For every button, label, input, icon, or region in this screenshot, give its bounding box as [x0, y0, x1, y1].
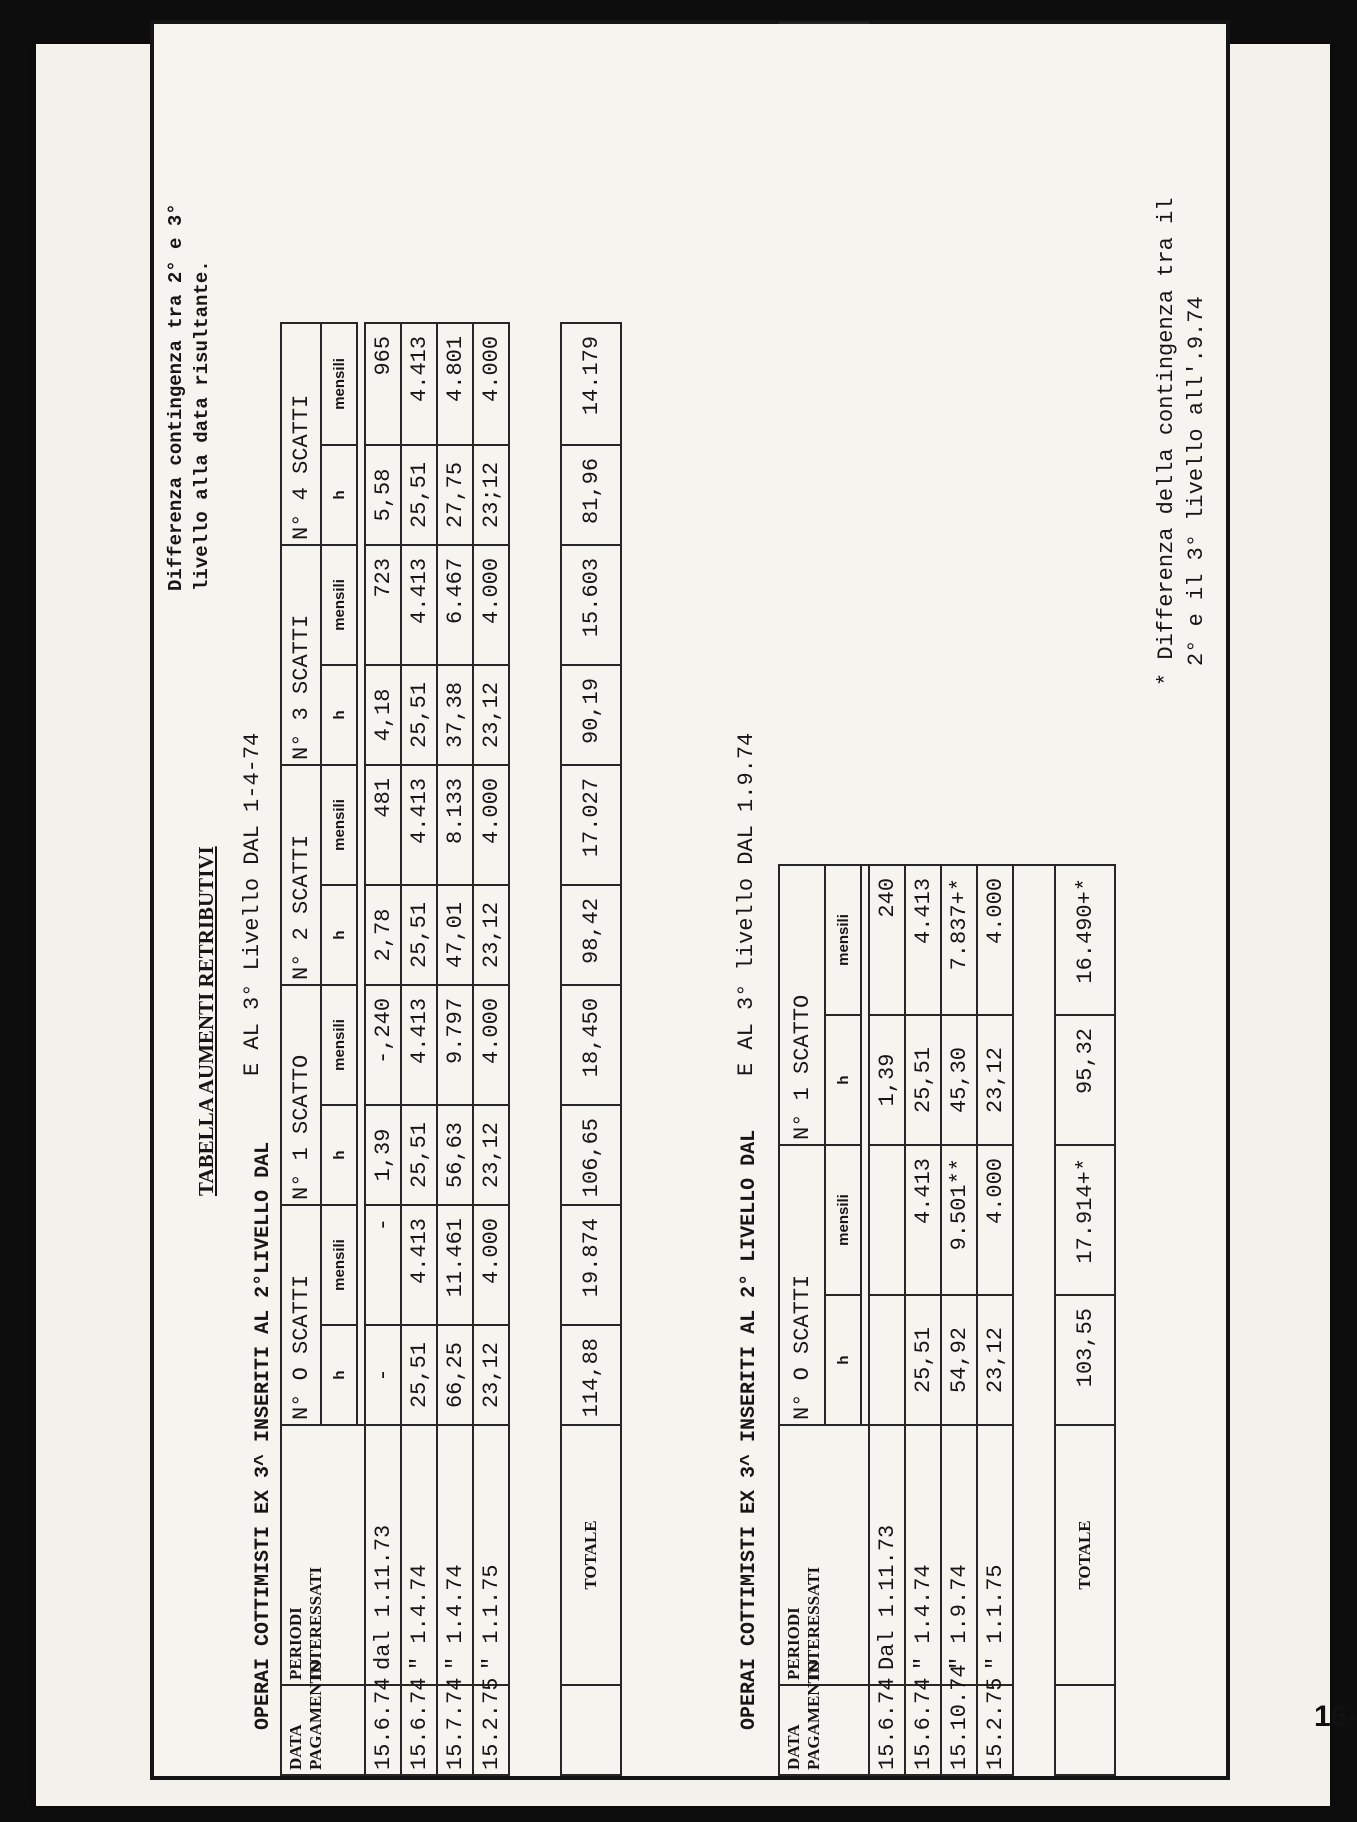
- total-date-cell: [1055, 1685, 1115, 1775]
- monthly-cell: [869, 1145, 905, 1295]
- section1-subheading: E AL 3° Livello DAL 1-4-74: [240, 732, 265, 1076]
- hours-cell: 25,51: [905, 1015, 941, 1145]
- monthly-cell: 4.413: [905, 1145, 941, 1295]
- payment-date-cell: 15.6.74: [365, 1685, 401, 1775]
- monthly-cell: 4.000: [473, 765, 509, 885]
- monthly-cell: 4.801: [437, 323, 473, 445]
- payment-date-cell: 15.6.74: [869, 1685, 905, 1775]
- period-cell: " 1.1.75: [977, 1425, 1013, 1685]
- payment-date-cell: 15.6.74: [401, 1685, 437, 1775]
- hours-cell: 25,51: [905, 1295, 941, 1425]
- hours-cell: 23;12: [473, 445, 509, 545]
- total-cell: 106,65: [561, 1105, 621, 1205]
- table-row: [977, 23, 1013, 1775]
- section2-heading: OPERAI COTTIMISTI EX 3^ INSERITI AL 2° LIVELLO DAL: [738, 1129, 761, 1730]
- hours-cell: 23,12: [977, 1015, 1013, 1145]
- col-mensili: mensili: [321, 323, 357, 445]
- total-cell: 19.874: [561, 1205, 621, 1325]
- table-row: [365, 24, 401, 1775]
- group-header-4-scatti: N° 4 SCATTI: [281, 323, 321, 545]
- col-mensili: mensili: [321, 985, 357, 1105]
- monthly-cell: 240: [869, 865, 905, 1015]
- hours-cell: 27,75: [437, 445, 473, 545]
- monthly-cell: 965: [365, 323, 401, 445]
- col-h: h: [321, 1325, 357, 1425]
- hours-cell: 2,78: [365, 885, 401, 985]
- total-cell: 98,42: [561, 885, 621, 985]
- period-header: [281, 1425, 365, 1685]
- period-cell: " 1.1.75: [473, 1425, 509, 1685]
- payment-date-cell: 15.6.74: [905, 1685, 941, 1775]
- payment-date-cell: 15.10.74: [941, 1685, 977, 1775]
- section2-table: [778, 22, 1116, 1776]
- hours-cell: 56,63: [437, 1105, 473, 1205]
- hours-cell: 23,12: [473, 885, 509, 985]
- hours-cell: 25,51: [401, 665, 437, 765]
- period-cell: " 1.4.74: [905, 1425, 941, 1685]
- monthly-cell: 723: [365, 545, 401, 665]
- date-header-text: DATA PAGAMENTO: [286, 1659, 325, 1770]
- table-row: [401, 24, 437, 1775]
- total-cell: 15.603: [561, 545, 621, 665]
- hours-cell: 23,12: [473, 1105, 509, 1205]
- group-header-0-scatti: N° O SCATTI: [281, 1205, 321, 1425]
- top-note-line1: Differenza contingenza tra 2° e 3°: [165, 203, 187, 591]
- monthly-cell: 4.413: [401, 323, 437, 445]
- rotated-document: [150, 20, 1230, 1780]
- hours-cell: 23,12: [977, 1295, 1013, 1425]
- monthly-cell: 4.000: [473, 985, 509, 1105]
- document-title: TABELLA AUMENTI RETRIBUTIVI: [194, 846, 218, 1196]
- total-cell: 95,32: [1055, 1015, 1115, 1145]
- col-h: h: [825, 1295, 861, 1425]
- total-cell: 103,55: [1055, 1295, 1115, 1425]
- hours-cell: -: [365, 1325, 401, 1425]
- hours-cell: 25,51: [401, 445, 437, 545]
- date-header: [281, 1659, 365, 1775]
- date-header-text: DATA PAGAMENTO: [784, 1659, 823, 1770]
- monthly-cell: 4.413: [401, 985, 437, 1105]
- hours-cell: 25,51: [401, 1105, 437, 1205]
- monthly-cell: 11.461: [437, 1205, 473, 1325]
- total-cell: 18,450: [561, 985, 621, 1105]
- section1-table: [280, 24, 622, 1776]
- date-header: [779, 1659, 869, 1775]
- total-cell: 90,19: [561, 665, 621, 765]
- hours-cell: 23,12: [473, 665, 509, 765]
- monthly-cell: 4.000: [977, 865, 1013, 1015]
- monthly-cell: 4.000: [473, 323, 509, 445]
- monthly-cell: 7.837+*: [941, 865, 977, 1015]
- total-cell: 16.490+*: [1055, 865, 1115, 1015]
- payment-date-cell: 15.2.75: [977, 1685, 1013, 1775]
- section2-subheading: E AL 3° livello DAL 1.9.74: [734, 732, 759, 1076]
- col-mensili: mensili: [321, 765, 357, 885]
- monthly-cell: -: [365, 1205, 401, 1325]
- monthly-cell: 4.413: [401, 1205, 437, 1325]
- total-cell: 114,88: [561, 1325, 621, 1425]
- col-mensili: mensili: [825, 1145, 861, 1295]
- hours-cell: 1,39: [365, 1105, 401, 1205]
- total-label: TOTALE: [1055, 1425, 1115, 1685]
- group-header-1-scatto: N° 1 SCATTO: [779, 865, 825, 1145]
- table-row: [941, 23, 977, 1775]
- monthly-cell: 6.467: [437, 545, 473, 665]
- hours-cell: 25,51: [401, 1325, 437, 1425]
- hours-cell: 23,12: [473, 1325, 509, 1425]
- monthly-cell: 4.413: [905, 865, 941, 1015]
- monthly-cell: 4.000: [977, 1145, 1013, 1295]
- col-mensili: mensili: [321, 1205, 357, 1325]
- period-cell: Dal 1.11.73: [869, 1425, 905, 1685]
- hours-cell: 37,38: [437, 665, 473, 765]
- group-header-0-scatti: N° O SCATTI: [779, 1145, 825, 1425]
- table-row: [437, 24, 473, 1775]
- table-row: [473, 24, 509, 1775]
- hours-cell: 4,18: [365, 665, 401, 765]
- col-mensili: mensili: [321, 545, 357, 665]
- page-number: 16-: [1314, 1700, 1357, 1733]
- table-row: [869, 23, 905, 1775]
- monthly-cell: 481: [365, 765, 401, 885]
- col-h: h: [321, 445, 357, 545]
- period-cell: " 1.9.74: [941, 1425, 977, 1685]
- total-cell: 14.179: [561, 323, 621, 445]
- section1-heading: OPERAI COTTIMISTI EX 3^ INSERITI AL 2°LIVELLO DAL: [252, 1141, 275, 1730]
- monthly-cell: 4.000: [473, 545, 509, 665]
- total-label: TOTALE: [561, 1425, 621, 1685]
- col-mensili: mensili: [825, 865, 861, 1015]
- blank-area: [779, 23, 869, 865]
- period-cell: dal 1.11.73: [365, 1425, 401, 1685]
- total-cell: 17.027: [561, 765, 621, 885]
- group-header-2-scatti: N° 2 SCATTI: [281, 765, 321, 985]
- col-h: h: [321, 1105, 357, 1205]
- hours-cell: 45,30: [941, 1015, 977, 1145]
- col-h: h: [321, 665, 357, 765]
- monthly-cell: 4.000: [473, 1205, 509, 1325]
- hours-cell: 25,51: [401, 885, 437, 985]
- hours-cell: [869, 1295, 905, 1425]
- hours-cell: 1,39: [869, 1015, 905, 1145]
- total-date-cell: [561, 1685, 621, 1775]
- total-cell: 17.914+*: [1055, 1145, 1115, 1295]
- period-header: [779, 1425, 869, 1685]
- monthly-cell: 9.797: [437, 985, 473, 1105]
- table-row: [905, 23, 941, 1775]
- hours-cell: 47,01: [437, 885, 473, 985]
- monthly-cell: 9.501**: [941, 1145, 977, 1295]
- hours-cell: 54,92: [941, 1295, 977, 1425]
- col-h: h: [321, 885, 357, 985]
- footnote-line1: * Differenza della contingenza tra il: [1154, 197, 1179, 686]
- monthly-cell: 4.413: [401, 765, 437, 885]
- total-cell: 81,96: [561, 445, 621, 545]
- monthly-cell: -,240: [365, 985, 401, 1105]
- group-header-1-scatto: N° 1 SCATTO: [281, 985, 321, 1205]
- top-note-line2: livello alla data risultante.: [191, 260, 213, 591]
- period-cell: " 1.4.74: [437, 1425, 473, 1685]
- period-header-text: PERIODI INTERESSATI: [784, 1566, 823, 1680]
- monthly-cell: 4.413: [401, 545, 437, 665]
- payment-date-cell: 15.2.75: [473, 1685, 509, 1775]
- monthly-cell: 8.133: [437, 765, 473, 885]
- hours-cell: 5,58: [365, 445, 401, 545]
- col-h: h: [825, 1015, 861, 1145]
- group-header-3-scatti: N° 3 SCATTI: [281, 545, 321, 765]
- period-header-text: PERIODI INTERESSATI: [286, 1566, 325, 1680]
- period-cell: " 1.4.74: [401, 1425, 437, 1685]
- hours-cell: 66,25: [437, 1325, 473, 1425]
- footnote-line2: 2° e il 3° livello all'.9.74: [1184, 296, 1209, 666]
- payment-date-cell: 15.7.74: [437, 1685, 473, 1775]
